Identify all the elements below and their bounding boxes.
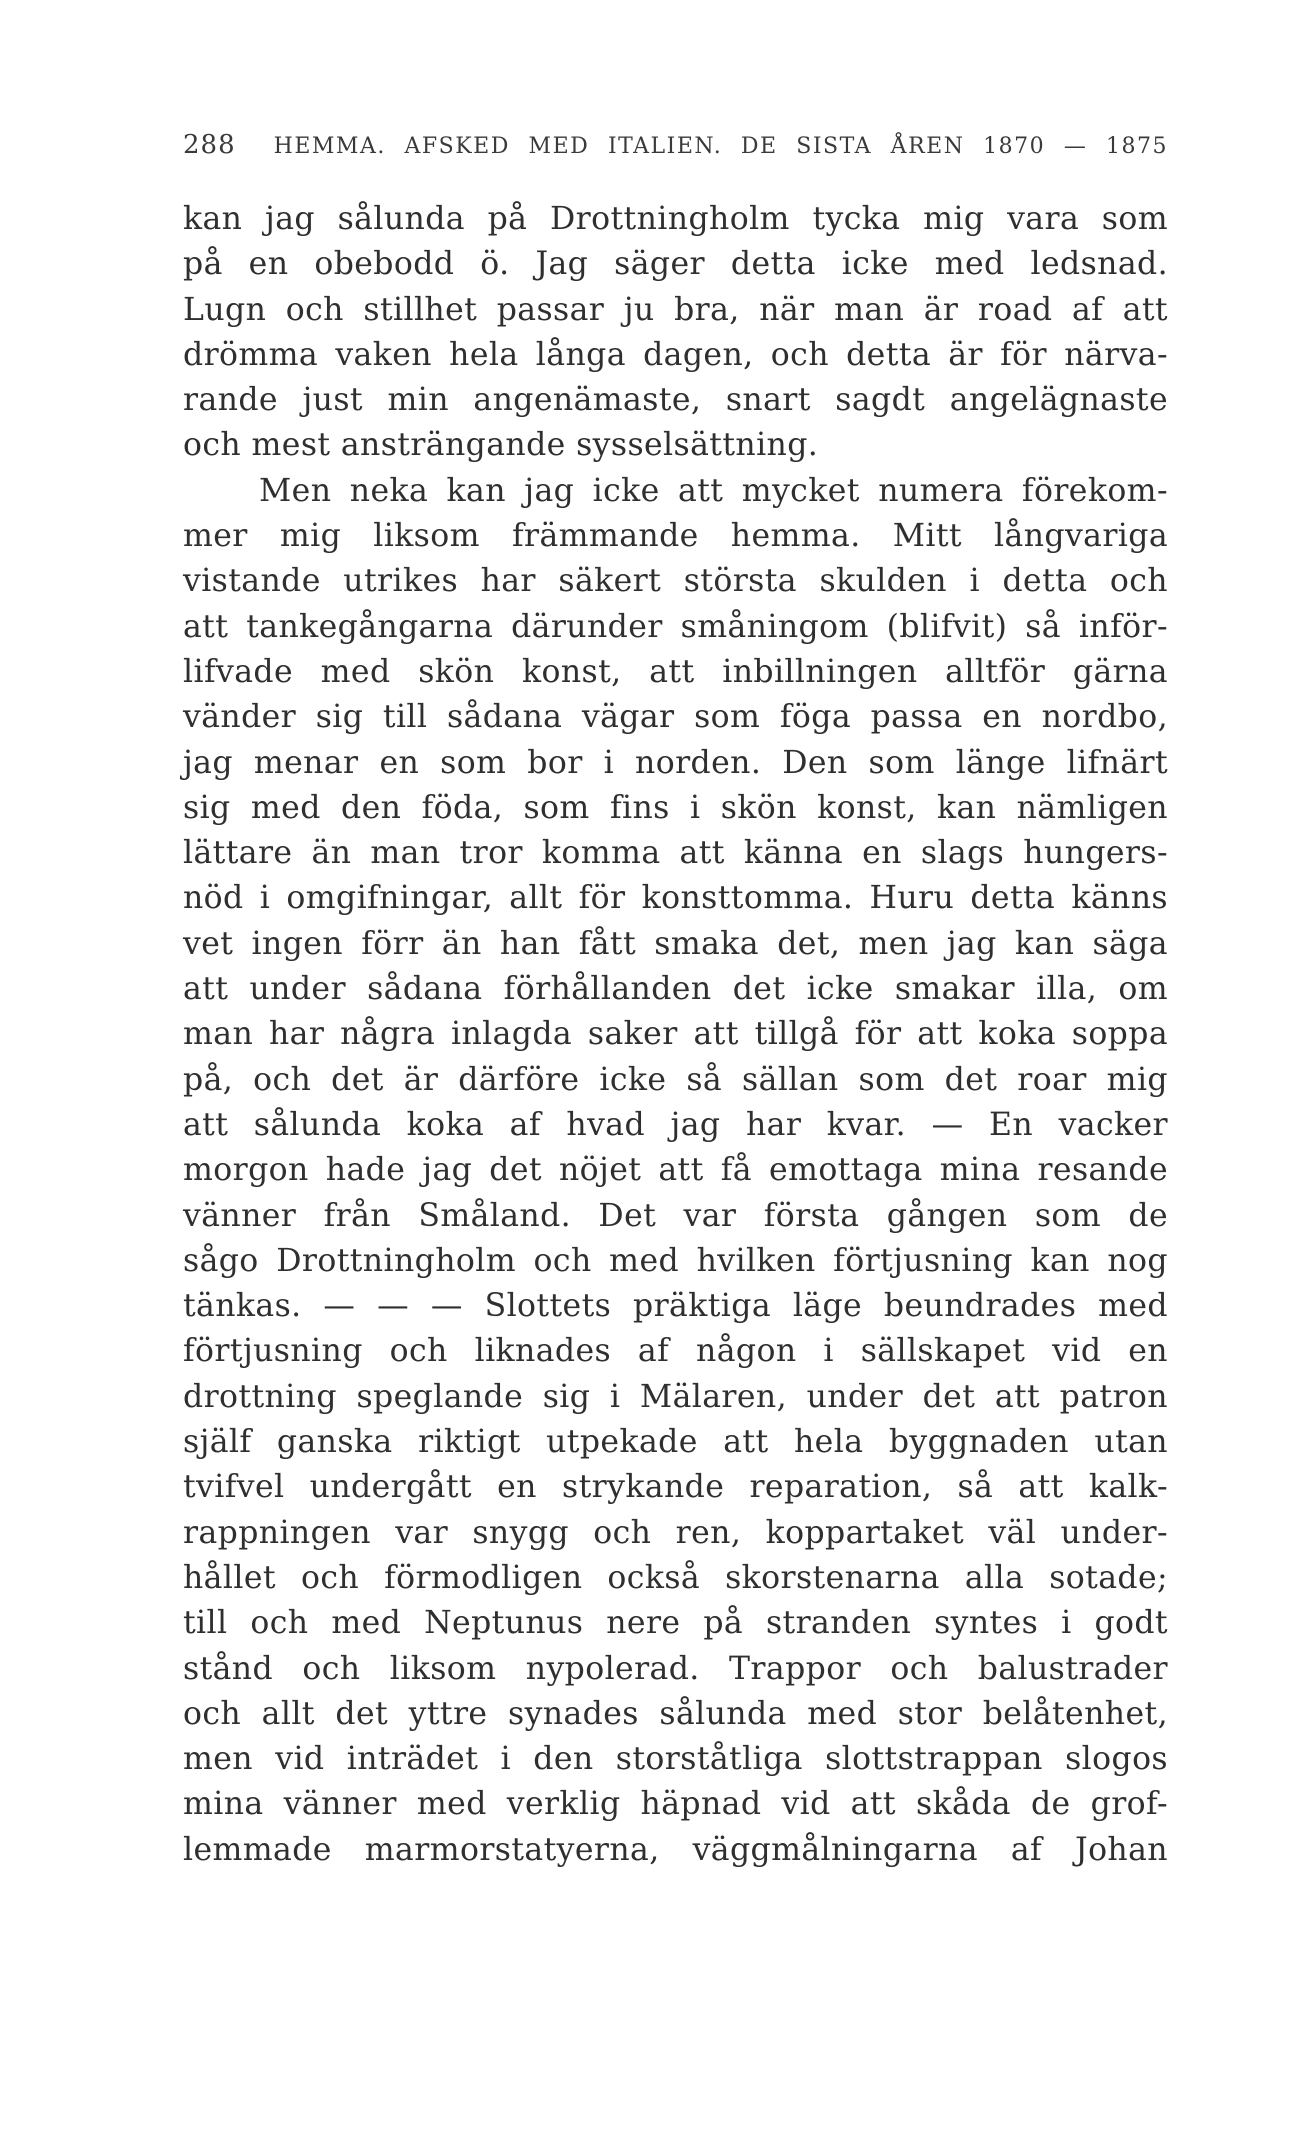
text-line: hållet och förmodligen också skorstenarna alla sotade; bbox=[183, 1559, 1168, 1596]
text-line: sig med den föda, som fins i skön konst, kan nämligen bbox=[183, 789, 1168, 826]
text-line: Men neka kan jag icke att mycket numera förekom- bbox=[259, 472, 1168, 509]
text-line: rappningen var snygg och ren, koppartaket väl under- bbox=[183, 1514, 1168, 1551]
text-line: jag menar en som bor i norden. Den som länge lifnärt bbox=[183, 744, 1168, 781]
text-line: till och med Neptunus nere på stranden syntes i godt bbox=[183, 1605, 1168, 1642]
text-line: förtjusning och liknades af någon i sällskapet vid en bbox=[183, 1333, 1168, 1370]
text-line: sågo Drottningholm och med hvilken förtjusning kan nog bbox=[183, 1242, 1168, 1279]
text-line: men vid inträdet i den storståtliga slottstrappan slogos bbox=[183, 1741, 1168, 1778]
text-line: lifvade med skön konst, att inbillningen alltför gärna bbox=[183, 653, 1168, 690]
text-line: själf ganska riktigt utpekade att hela byggnaden utan bbox=[183, 1424, 1168, 1461]
text-line: drömma vaken hela långa dagen, och detta är för närva- bbox=[183, 336, 1168, 373]
text-line: rande just min angenämaste, snart sagdt angelägnaste bbox=[183, 382, 1168, 419]
text-line: och allt det yttre synades sålunda med stor belåtenhet, bbox=[183, 1695, 1168, 1732]
text-line: Lugn och stillhet passar ju bra, när man är road af att bbox=[183, 291, 1168, 328]
text-line: man har några inlagda saker att tillgå för att koka soppa bbox=[183, 1016, 1168, 1053]
text-line: mina vänner med verklig häpnad vid att skåda de grof- bbox=[183, 1786, 1168, 1823]
text-line: vistande utrikes har säkert största skulden i detta och bbox=[183, 563, 1168, 600]
running-head bbox=[183, 130, 1168, 160]
text-line: stånd och liksom nypolerad. Trappor och balustrader bbox=[183, 1650, 1168, 1687]
text-line: att sålunda koka af hvad jag har kvar. — En vacker bbox=[183, 1106, 1168, 1143]
text-line: vet ingen förr än han fått smaka det, men jag kan säga bbox=[183, 925, 1168, 962]
text-line: tvifvel undergått en strykande reparation, så att kalk- bbox=[183, 1469, 1168, 1506]
text-line: kan jag sålunda på Drottningholm tycka mig vara som bbox=[183, 201, 1168, 237]
text-line: nöd i omgifningar, allt för konsttomma. Huru detta känns bbox=[183, 880, 1168, 917]
text-line: drottning speglande sig i Mälaren, under det att patron bbox=[183, 1378, 1168, 1415]
text-line: lemmade marmorstatyerna, väggmålningarna af Johan bbox=[183, 1831, 1168, 1868]
text-line: morgon hade jag det nöjet att få emottaga mina resande bbox=[183, 1152, 1168, 1189]
text-line: tänkas. — — — Slottets präktiga läge beundrades med bbox=[183, 1288, 1168, 1325]
text-line: vänder sig till sådana vägar som föga passa en nordbo, bbox=[183, 699, 1168, 736]
text-line: på, och det är därföre icke så sällan som det roar mig bbox=[183, 1061, 1168, 1098]
text-line: på en obebodd ö. Jag säger detta icke med ledsnad. bbox=[183, 246, 1168, 283]
text-line: vänner från Småland. Det var första gången som de bbox=[183, 1197, 1168, 1234]
text-line: och mest ansträngande sysselsättning. bbox=[183, 427, 819, 464]
text-line: att under sådana förhållanden det icke smakar illa, om bbox=[183, 971, 1168, 1008]
text-line: lättare än man tror komma att känna en slags hungers- bbox=[183, 835, 1168, 872]
page-number: 288 bbox=[183, 130, 236, 160]
body-text bbox=[183, 197, 1168, 1873]
running-title: HEMMA. AFSKED MED ITALIEN. DE SISTA ÅREN 1870 — 1875 bbox=[273, 134, 1168, 159]
text-line: att tankegångarna därunder småningom (blifvit) så inför- bbox=[183, 608, 1168, 645]
text-line: mer mig liksom främmande hemma. Mitt långvariga bbox=[183, 518, 1168, 555]
